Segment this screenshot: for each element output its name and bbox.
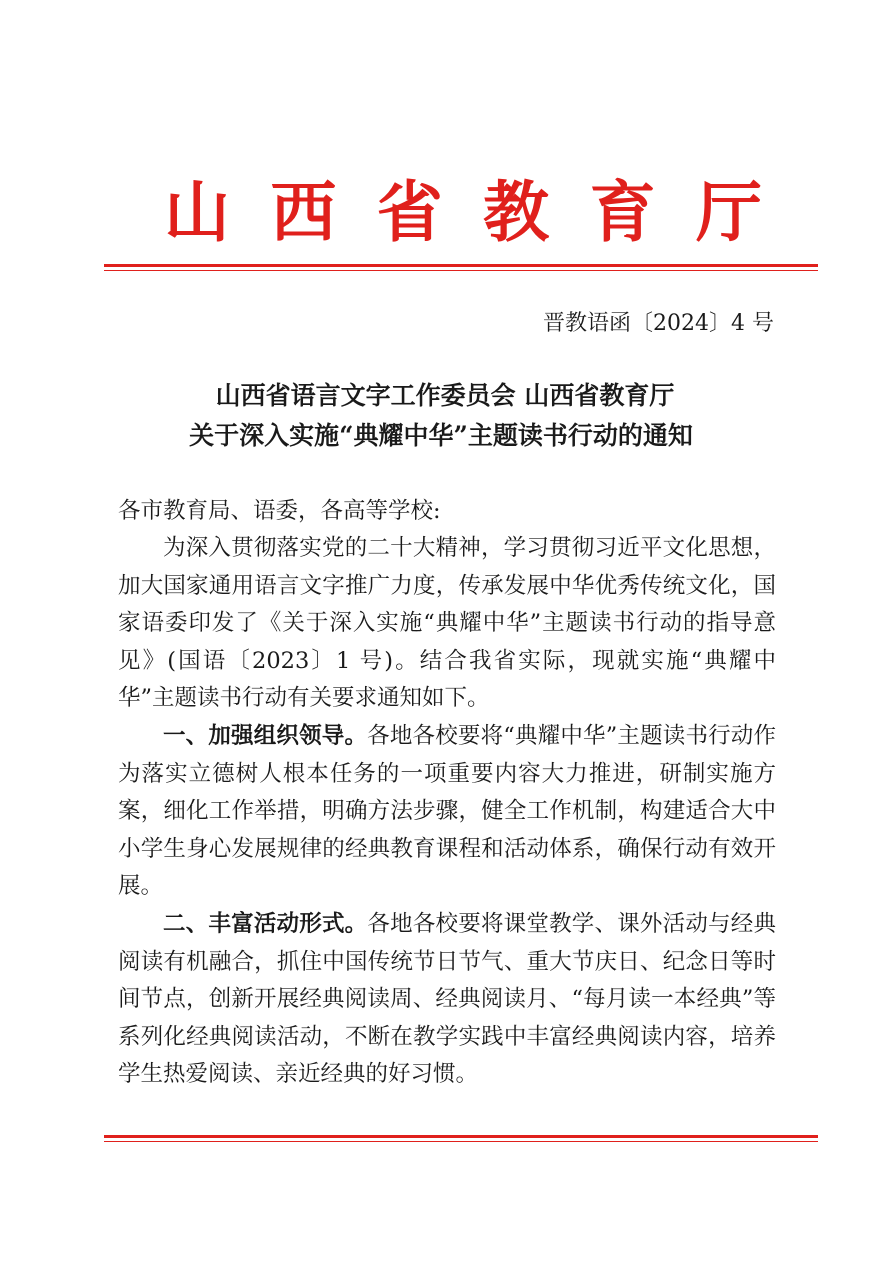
masthead-char: 厅 [695, 173, 762, 251]
section-1-paragraph [118, 718, 776, 906]
issuer-masthead [104, 172, 818, 252]
section-2-text: 各地各校要将课堂教学、课外活动与经典阅读有机融合，抓住中国传统节日节气、重大节庆日、纪念日等时间节点，创新开展经典阅读周、经典阅读月、“每月读一本经典”等系列化经典阅读活动，不断在教学实践中丰富经典阅读内容，培养学生热爱阅读、亲近经典的好习惯。 [118, 910, 776, 1088]
masthead-char: 教 [483, 173, 550, 251]
section-2-paragraph [118, 906, 776, 1094]
document-body [118, 530, 776, 1094]
masthead-char: 省 [376, 173, 443, 251]
masthead-char: 山 [164, 173, 230, 251]
document-title-line-1: 山西省语言文字工作委员会 山西省教育厅 [215, 381, 675, 410]
salutation: 各市教育局、语委，各高等学校: [118, 498, 441, 524]
top-red-divider [104, 264, 818, 271]
bottom-red-divider [104, 1135, 818, 1142]
intro-paragraph: 为深入贯彻落实党的二十大精神，学习贯彻习近平文化思想，加大国家通用语言文字推广力度，传承发展中华优秀传统文化，国家语委印发了《关于深入实施“典耀中华”主题读书行动的指导意见》(国语〔2023〕1 号)。结合我省实际，现就实施“典耀中华”主题读书行动有关要求通知如下。 [118, 535, 776, 712]
masthead-char: 西 [270, 173, 337, 251]
section-1-heading: 一、加强组织领导。 [163, 722, 368, 749]
document-number: 晋教语函〔2024〕4 号 [543, 311, 774, 336]
section-2-heading: 二、丰富活动形式。 [163, 910, 368, 937]
document-title-line-2: 关于深入实施“典耀中华”主题读书行动的通知 [189, 421, 693, 450]
masthead-char: 育 [589, 173, 656, 251]
section-1-text: 各地各校要将“典耀中华”主题读书行动作为落实立德树人根本任务的一项重要内容大力推进，研制实施方案，细化工作举措，明确方法步骤，健全工作机制，构建适合大中小学生身心发展规律的经典教育课程和活动体系，确保行动有效开展。 [118, 722, 776, 900]
